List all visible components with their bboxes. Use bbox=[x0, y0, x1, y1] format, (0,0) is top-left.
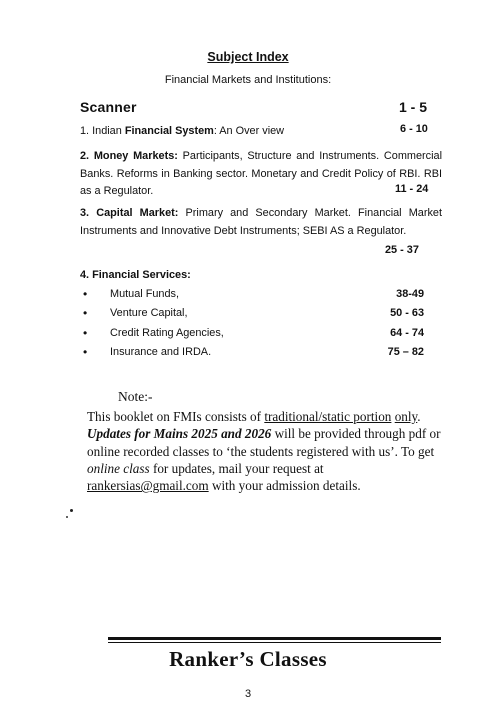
list-item: • Credit Rating Agencies, 64 - 74 bbox=[83, 325, 424, 340]
scan-speck bbox=[66, 516, 68, 518]
bullet-icon: • bbox=[83, 344, 88, 359]
scan-speck bbox=[70, 509, 73, 512]
list-item: • Insurance and IRDA. 75 – 82 bbox=[83, 344, 424, 359]
email-link: rankersias@gmail.com bbox=[87, 478, 209, 494]
brand-name: Ranker’s Classes bbox=[169, 647, 327, 671]
section-2: 2. Money Markets: Participants, Structure and Instruments. Commercial Banks. Reforms in Banking sector. Monetary and Credit Policy of RBI. RBI as a Regulator. bbox=[80, 150, 442, 197]
note-body: This booklet on FMIs consists of traditional/static portion only. Updates for Mains 2025 and 2026 will be provided through pdf or online recorded classes to ‘the students registered with us’. To get online class for updates, mail your request at rankersias@gmail.com with your admission details. bbox=[87, 409, 441, 494]
note-heading: Note:- bbox=[118, 389, 153, 404]
scanner-label: Scanner bbox=[80, 99, 137, 115]
section-heading: Money Markets: bbox=[93, 150, 178, 162]
scanner-pages: 1 - 5 bbox=[399, 99, 428, 115]
section-heading: Financial Services: bbox=[92, 269, 191, 281]
section-1: 1. Indian Financial System: An Over view bbox=[80, 125, 285, 137]
section-number: 3. bbox=[80, 207, 90, 219]
section-heading: Financial System bbox=[124, 125, 214, 137]
index-subtitle: Financial Markets and Institutions: bbox=[164, 74, 332, 86]
section-number: 4. bbox=[80, 269, 90, 281]
section-4 bbox=[80, 267, 442, 285]
section-2-pages: 11 - 24 bbox=[395, 183, 429, 195]
bullet-icon: • bbox=[83, 306, 88, 321]
section-number: 2. bbox=[80, 150, 90, 162]
section-1-pages: 6 - 10 bbox=[400, 123, 428, 135]
bullet-icon: • bbox=[83, 325, 88, 340]
section-heading: Capital Market: bbox=[96, 207, 179, 219]
bullet-icon: • bbox=[83, 287, 88, 301]
section-3: 3. Capital Market: Primary and Secondary Market. Financial Market Instruments and Innovative Debt Instruments; SEBI AS a Regulator. bbox=[80, 207, 442, 237]
section-number: 1. bbox=[80, 125, 90, 137]
footer-rule bbox=[108, 637, 441, 640]
services-list bbox=[80, 288, 442, 365]
section-3-pages: 25 - 37 bbox=[385, 244, 419, 256]
list-item: • Venture Capital, 50 - 63 bbox=[83, 306, 424, 321]
page-number: 3 bbox=[244, 688, 252, 700]
list-item: • Mutual Funds, 38-49 bbox=[83, 287, 424, 301]
index-title: Subject Index bbox=[207, 50, 289, 64]
footer-rule-thin bbox=[108, 642, 441, 643]
